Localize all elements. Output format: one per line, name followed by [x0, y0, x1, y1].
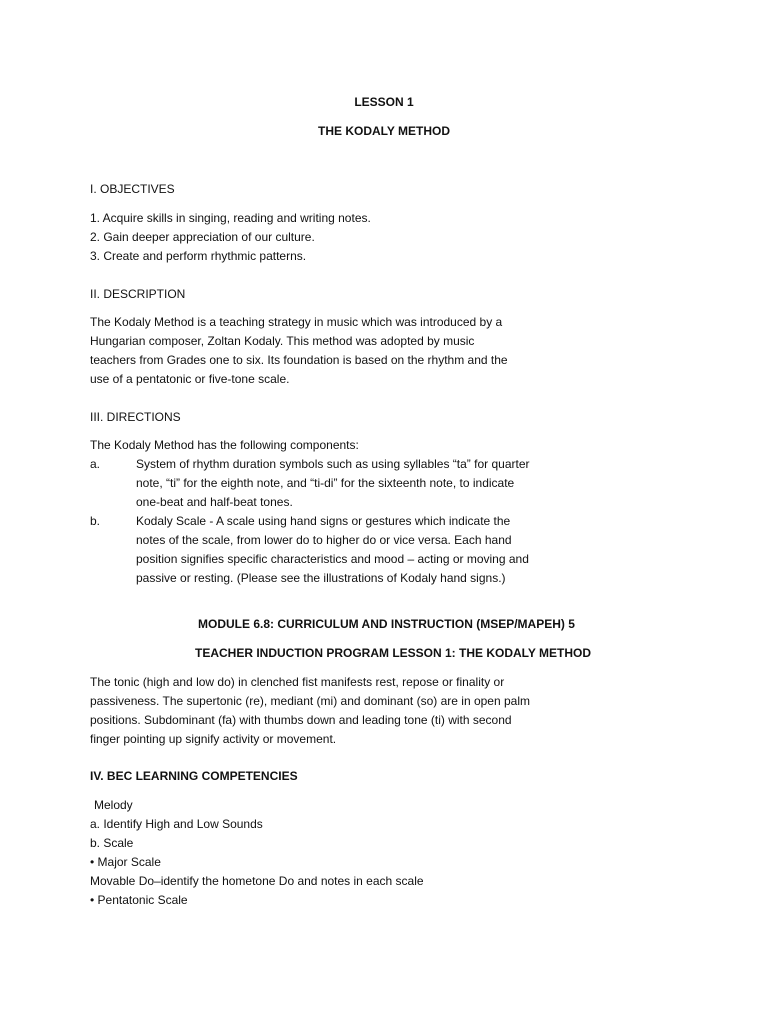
competency-line: • Pentatonic Scale — [90, 893, 188, 907]
lesson-label: LESSON 1 — [354, 95, 414, 109]
description-line: The Kodaly Method is a teaching strategy in music which was introduced by a — [90, 315, 503, 329]
program-header: TEACHER INDUCTION PROGRAM LESSON 1: THE KODALY METHOD — [195, 646, 592, 660]
directions-item-line: Kodaly Scale - A scale using hand signs or gestures which indicate the — [136, 514, 511, 528]
module-header: MODULE 6.8: CURRICULUM AND INSTRUCTION (MSEP/MAPEH) 5 — [198, 617, 575, 631]
objective-item: 2. Gain deeper appreciation of our culture. — [90, 230, 315, 244]
directions-item-line: note, “ti” for the eighth note, and “ti-di” for the sixteenth note, to indicate — [136, 476, 515, 490]
objectives-heading: I. OBJECTIVES — [90, 182, 175, 196]
lesson-title: THE KODALY METHOD — [317, 124, 450, 138]
competency-line: Movable Do–identify the hometone Do and notes in each scale — [90, 874, 424, 888]
description-line: use of a pentatonic or five-tone scale. — [90, 372, 290, 386]
directions-item-marker: a. — [90, 457, 101, 471]
description-line: Hungarian composer, Zoltan Kodaly. This method was adopted by music — [90, 334, 475, 348]
tonic-paragraph-line: The tonic (high and low do) in clenched fist manifests rest, repose or finality or — [90, 675, 505, 689]
directions-item-line: System of rhythm duration symbols such as using syllables “ta” for quarter — [136, 457, 530, 471]
directions-item-line: notes of the scale, from lower do to higher do or vice versa. Each hand — [136, 533, 512, 547]
directions-item-marker: b. — [90, 514, 101, 528]
directions-intro: The Kodaly Method has the following components: — [90, 438, 359, 452]
competencies-heading: IV. BEC LEARNING COMPETENCIES — [90, 769, 298, 783]
objective-item: 3. Create and perform rhythmic patterns. — [90, 249, 307, 263]
directions-heading: III. DIRECTIONS — [90, 410, 181, 424]
competency-line: b. Scale — [90, 836, 134, 850]
competency-line: • Major Scale — [90, 855, 161, 869]
tonic-paragraph-line: finger pointing up signify activity or movement. — [90, 732, 337, 746]
directions-item-line: position signifies specific characteristics and mood – acting or moving and — [136, 552, 529, 566]
objective-item: 1. Acquire skills in singing, reading and writing notes. — [90, 211, 371, 225]
directions-item-line: one-beat and half-beat tones. — [136, 495, 293, 509]
competency-line: Melody — [94, 798, 133, 812]
tonic-paragraph-line: passiveness. The supertonic (re), mediant (mi) and dominant (so) are in open palm — [90, 694, 530, 708]
directions-item-line: passive or resting. (Please see the illustrations of Kodaly hand signs.) — [136, 571, 506, 585]
tonic-paragraph-line: positions. Subdominant (fa) with thumbs down and leading tone (ti) with second — [90, 713, 512, 727]
competency-line: a. Identify High and Low Sounds — [90, 817, 263, 831]
description-line: teachers from Grades one to six. Its foundation is based on the rhythm and the — [90, 353, 508, 367]
description-heading: II. DESCRIPTION — [90, 287, 186, 301]
